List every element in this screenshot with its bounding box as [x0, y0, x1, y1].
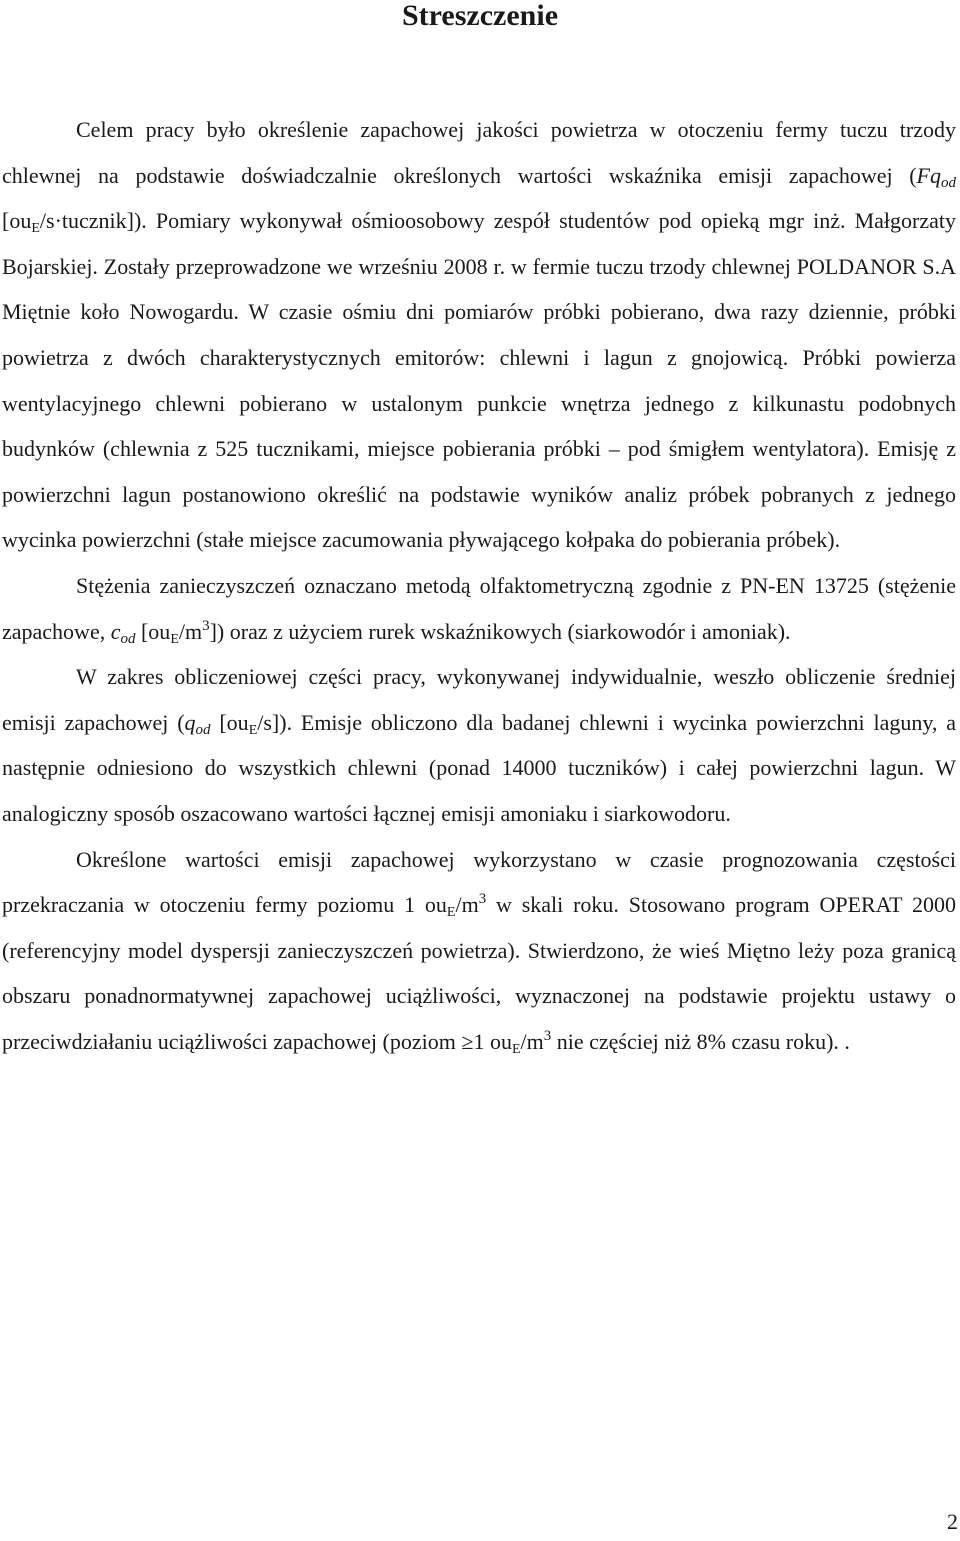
subscript-e: E — [511, 1041, 521, 1057]
superscript-3: 3 — [543, 1027, 552, 1044]
text-run: Określone wartości emisji zapachowej wykorzystano w czasie prognozowania częstości przekraczania w otoczeniu fermy poziomu 1 ou — [2, 846, 956, 918]
symbol-ge: ≥ — [461, 1028, 474, 1054]
subscript-e: E — [248, 722, 258, 738]
symbol-c: c — [110, 618, 121, 644]
text-run: [ou — [135, 618, 171, 644]
text-run: /m — [520, 1028, 544, 1054]
symbol-q: q — [184, 709, 196, 735]
symbol-F: F — [916, 162, 930, 188]
text-run: /m — [455, 892, 479, 918]
text-run: 1 ou — [473, 1028, 512, 1054]
subscript-od — [941, 175, 956, 191]
text-run: nie częściej niż 8% czasu roku). . — [551, 1028, 850, 1054]
superscript-3: 3 — [202, 617, 210, 634]
subscript-od — [120, 631, 135, 647]
text-run: /s]). Emisje obliczono dla badanej chlewni i wycinka powierzchni laguny, a następnie odniesiono do wszystkich chlewni (ponad 14000 tuczników) i całej powierzchni lagun. W analogiczny sposób oszacowano wartości łącznej emisji amoniaku i siarkowodoru. — [2, 709, 956, 826]
subscript-od-text: od — [120, 630, 136, 647]
subscript-e: E — [31, 221, 40, 237]
paragraph-3 — [2, 654, 956, 836]
subscript-e: E — [170, 631, 179, 647]
page-title: Streszczenie — [401, 0, 559, 32]
paragraph-1 — [2, 107, 956, 563]
text-run: w skali roku. Stosowano program OPERAT 2000 (referencyjny model dyspersji zanieczyszczeń powietrza). Stwierdzono, że wieś Miętno leży poza granicą obszaru ponadnormatywnej zapachowej uciążliwości, wyznaczonej na podstawie projektu ustawy o przeciwdziałaniu uciążliwości zapachowej (poziom — [2, 892, 956, 1054]
symbol-q: q — [930, 162, 941, 188]
paragraph-2 — [2, 563, 956, 654]
text-run: [ou — [210, 709, 249, 735]
page-number: 2 — [947, 1509, 958, 1534]
subscript-od-text: od — [941, 174, 956, 191]
paragraph-4 — [2, 837, 956, 1065]
text-run: /s·tucznik]). Pomiary wykonywał ośmioosobowy zespół studentów pod opieką mgr inż. Małgorzaty Bojarskiej. Zostały przeprowadzone we wrześniu 2008 r. w fermie tuczu trzody chlewnej POLDANOR S.A Miętnie koło Nowogardu. W czasie ośmiu dni pomiarów próbki pobierano, dwa razy dziennie, próbki powietrza z dwóch charakterystycznych emitorów: chlewni i lagun z gnojowicą. Próbki powierza wentylacyjnego chlewni pobierano w ustalonym punkcie wnętrza jednego z kilkunastu podobnych budynków (chlewnia z 525 tucznikami, miejsce pobierania próbki – pod śmigłem wentylatora). Emisję z powierzchni lagun postanowiono określić na podstawie wyników analiz próbek pobranych z jednego wycinka powierzchni (stałe miejsce zacumowania pływającego kołpaka do pobierania próbek). — [2, 208, 956, 553]
text-run: Celem pracy było określenie zapachowej jakości powietrza w otoczeniu fermy tuczu trzody chlewnej na podstawie doświadczalnie określonych wartości wskaźnika emisji zapachowej ( — [2, 117, 956, 188]
text-run: [ou — [2, 208, 32, 234]
text-run: /m — [178, 618, 203, 644]
superscript-3: 3 — [478, 891, 487, 908]
subscript-e: E — [446, 905, 456, 921]
subscript-od-text: od — [195, 721, 211, 738]
text-run: ]) oraz z użyciem rurek wskaźnikowych (siarkowodór i amoniak). — [209, 618, 791, 644]
text-run: W zakres obliczeniowej części pracy, wykonywanej indywidualnie, weszło obliczenie średniej emisji zapachowej ( — [2, 664, 956, 735]
text-run: Stężenia zanieczyszczeń oznaczano metodą olfaktometryczną zgodnie z PN-EN 13725 (stężenie zapachowe, — [2, 572, 956, 644]
document-body — [2, 107, 956, 1064]
subscript-od — [196, 722, 211, 738]
